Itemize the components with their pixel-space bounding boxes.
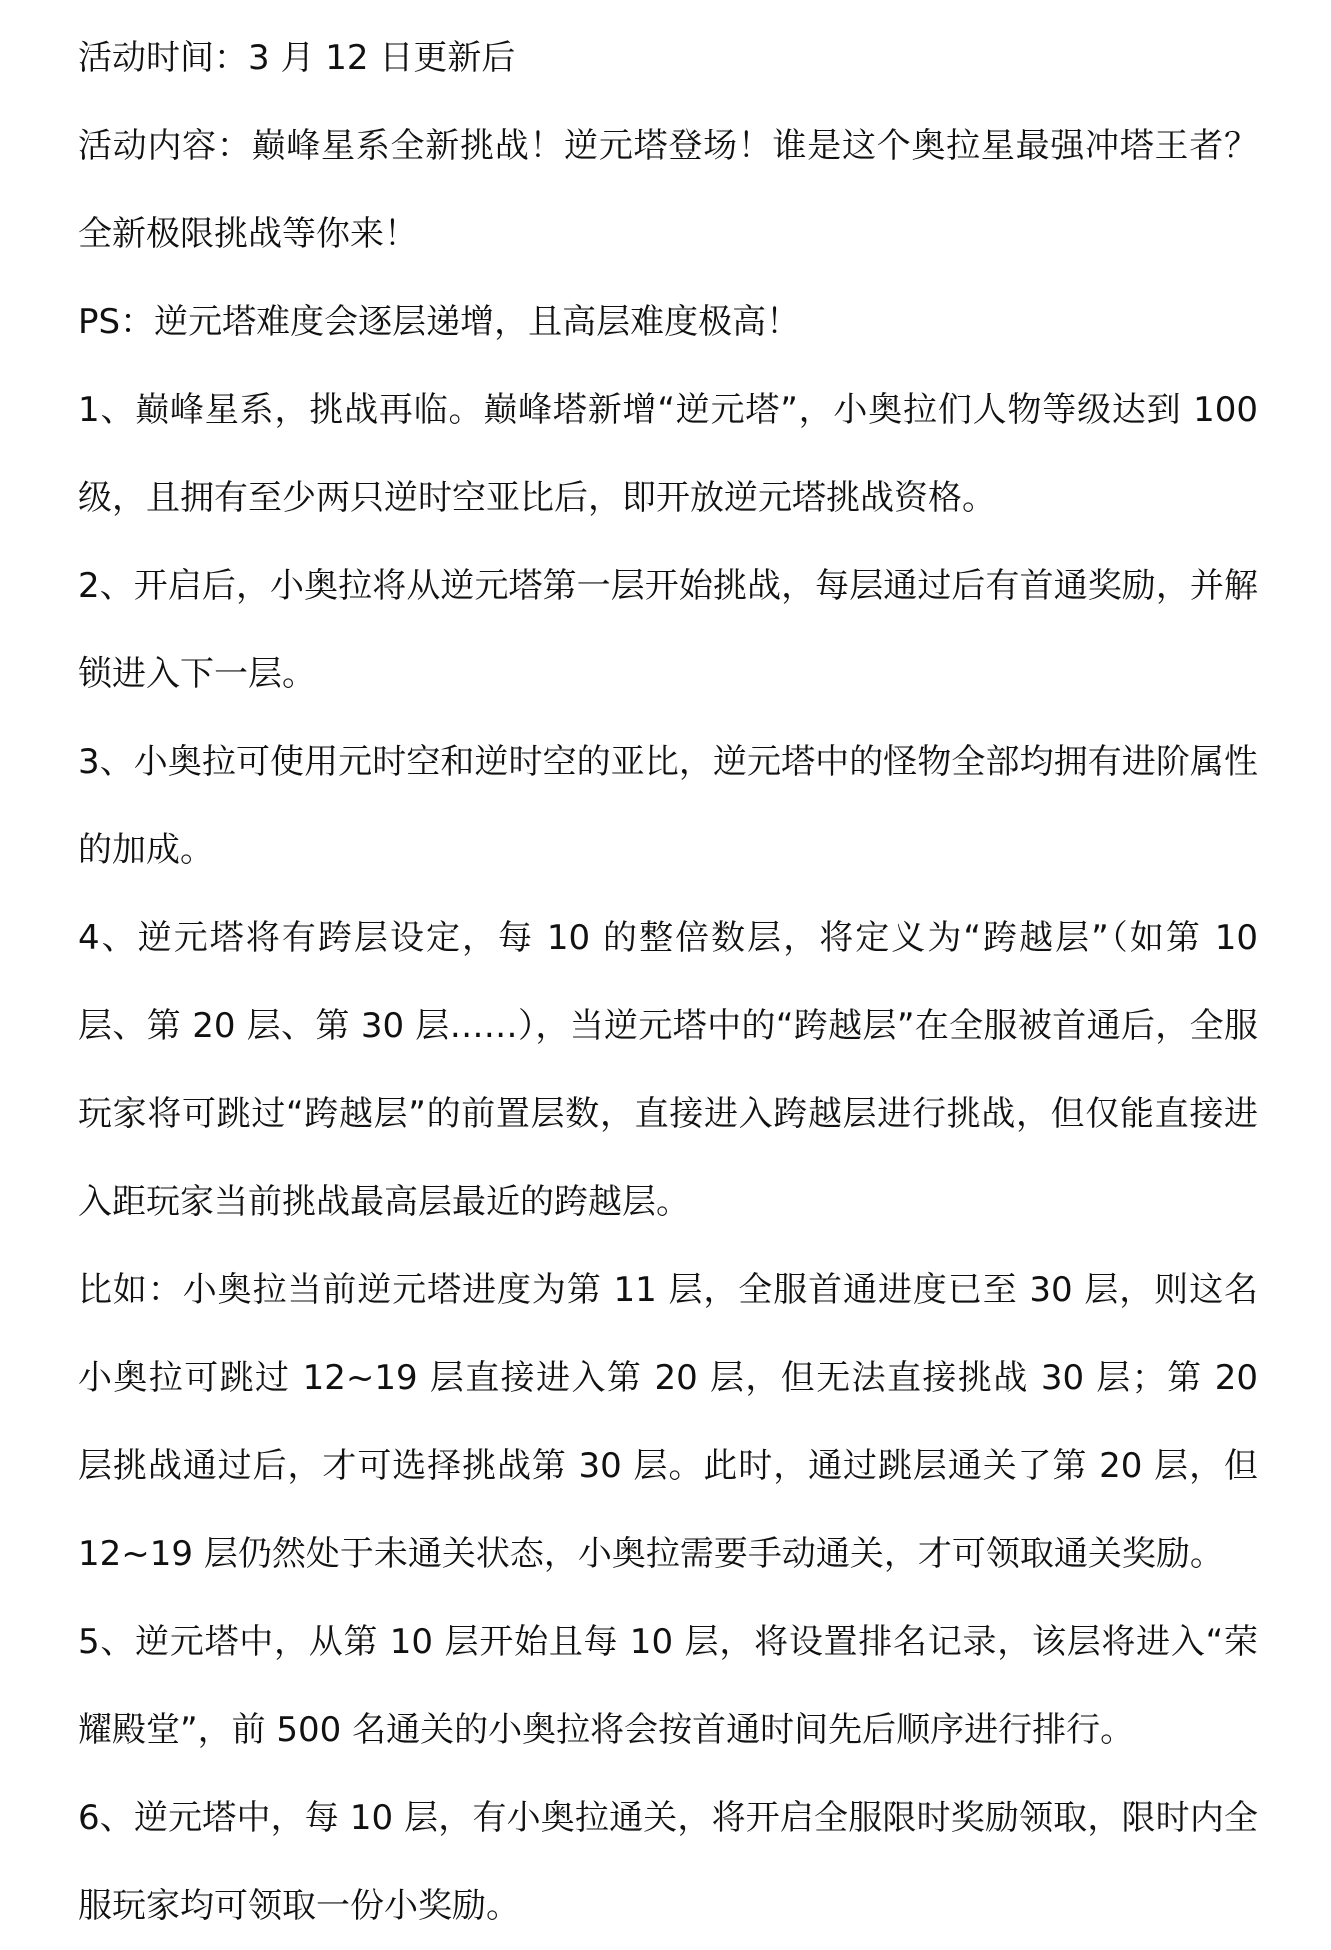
rule-2: 2、开启后，小奥拉将从逆元塔第一层开始挑战，每层通过后有首通奖励，并解锁进入下一层。 (78, 566, 1258, 694)
rule-4-example: 比如：小奥拉当前逆元塔进度为第 11 层，全服首通进度已至 30 层，则这名小奥拉可跳过 12~19 层直接进入第 20 层，但无法直接挑战 30 层；第 20 层挑战通过后，才可选择挑战第 30 层。此时，通过跳层通关了第 20 层，但 12~19 层仍然处于未通关状态，小奥拉需要手动通关，才可领取通关奖励。 (78, 1270, 1258, 1574)
document-body (78, 14, 1258, 1950)
rule-5: 5、逆元塔中，从第 10 层开始且每 10 层，将设置排名记录，该层将进入“荣耀殿堂”，前 500 名通关的小奥拉将会按首通时间先后顺序进行排行。 (78, 1622, 1258, 1750)
rule-6: 6、逆元塔中，每 10 层，有小奥拉通关，将开启全服限时奖励领取，限时内全服玩家均可领取一份小奖励。 (78, 1798, 1258, 1926)
rule-3: 3、小奥拉可使用元时空和逆时空的亚比，逆元塔中的怪物全部均拥有进阶属性的加成。 (78, 742, 1258, 870)
rule-1: 1、巅峰星系，挑战再临。巅峰塔新增“逆元塔”，小奥拉们人物等级达到 100 级，且拥有至少两只逆时空亚比后，即开放逆元塔挑战资格。 (78, 390, 1258, 518)
ps-note: PS：逆元塔难度会逐层递增，且高层难度极高！ (78, 302, 801, 342)
activity-time: 活动时间：3 月 12 日更新后 (78, 38, 516, 78)
activity-content: 活动内容：巅峰星系全新挑战！逆元塔登场！谁是这个奥拉星最强冲塔王者？全新极限挑战等你来！ (78, 126, 1258, 254)
rule-4: 4、逆元塔将有跨层设定，每 10 的整倍数层，将定义为“跨越层”（如第 10 层、第 20 层、第 30 层……），当逆元塔中的“跨越层”在全服被首通后，全服玩家将可跳过“跨越层”的前置层数，直接进入跨越层进行挑战，但仅能直接进入距玩家当前挑战最高层最近的跨越层。 (78, 918, 1258, 1222)
